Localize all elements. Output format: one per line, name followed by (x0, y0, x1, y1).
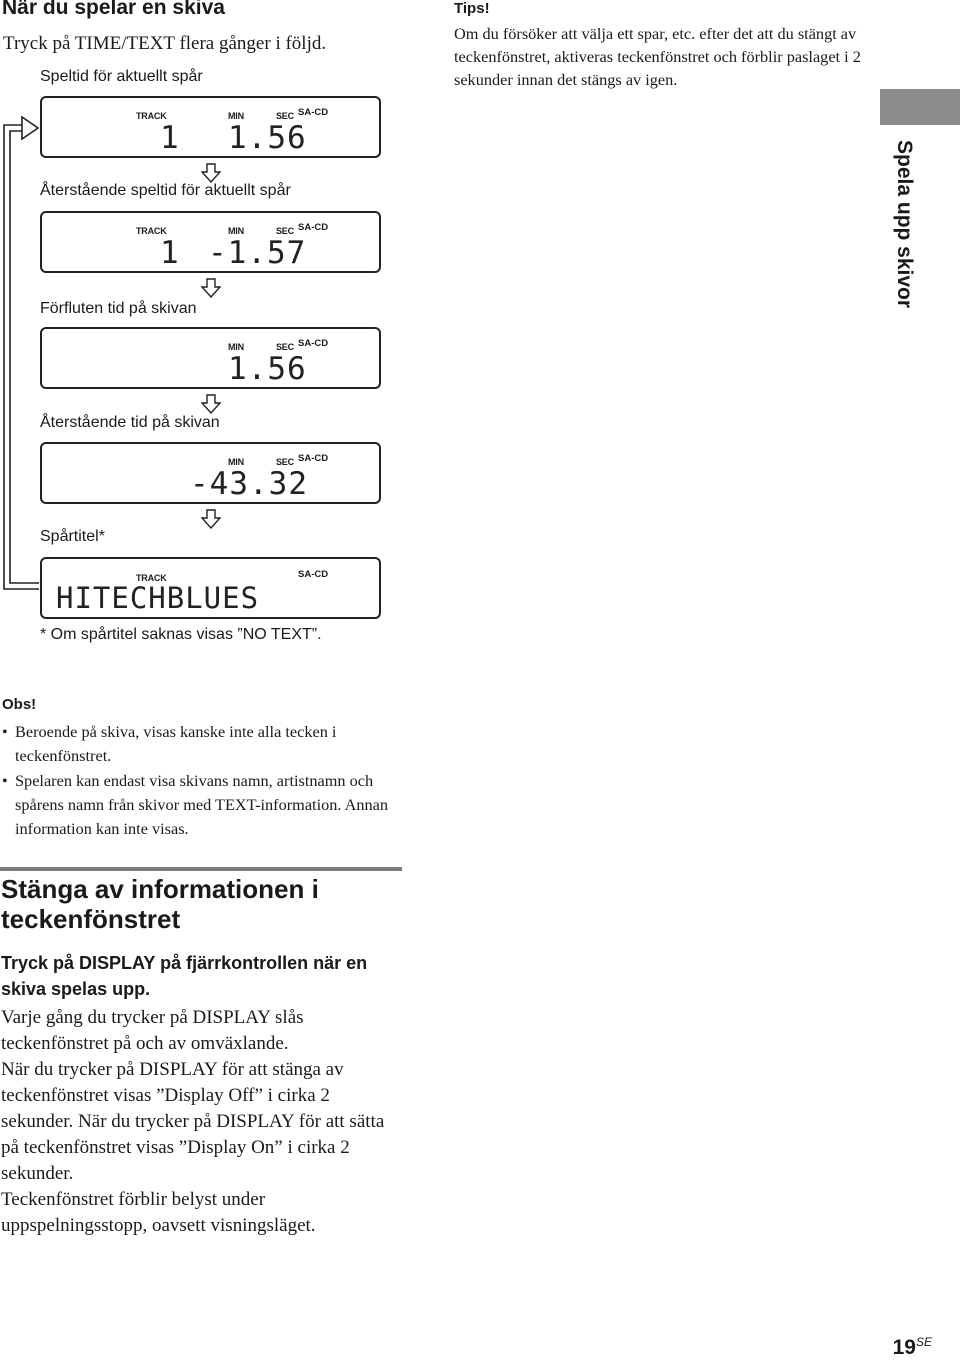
min-indicator: MIN (228, 226, 244, 236)
body-paragraph: Varje gång du trycker på DISPLAY slås teckenfönstret på och av omväxlande. (1, 1007, 304, 1054)
note-text: Spelaren kan endast visa skivans namn, artistnamn och spårens namn från skivor med TEXT-information. Annan information kan inte visas. (15, 771, 389, 838)
display-track-remaining (40, 211, 381, 273)
sec-indicator: SEC (276, 342, 294, 352)
display-track-title (40, 557, 381, 619)
down-arrow-icon (201, 163, 221, 183)
down-arrow-icon (201, 278, 221, 298)
track-indicator: TRACK (136, 226, 167, 236)
time-readout: -43.32 (190, 466, 308, 502)
body-paragraph: När du trycker på DISPLAY för att stänga av teckenfönstret visas ”Display Off” i cirka 2 sekunder. När du trycker på DISPLAY för att sätta på teckenfönstret visas ”Display On” i cirka 2 sekunder. (1, 1059, 385, 1184)
display-track-time (40, 96, 381, 158)
sec-indicator: SEC (276, 457, 294, 467)
sec-indicator: SEC (276, 226, 294, 236)
side-tab-label: Spela upp skivor (893, 140, 916, 309)
min-indicator: MIN (228, 342, 244, 352)
section-heading: När du spelar en skiva (2, 0, 225, 19)
track-number: 1 (160, 235, 180, 271)
mode-label-track-remaining: Återstående speltid för aktuellt spår (40, 182, 291, 199)
tips-text: Om du försöker att välja ett spar, etc. efter det att du stängt av teckenfönstret, aktiveras teckenfönstret och förblir paslaget i 2 sekunder innan det stängs av igen. (454, 24, 861, 89)
tips-heading: Tips! (454, 0, 490, 17)
mode-label-track-title: Spårtitel* (40, 528, 105, 545)
display-disc-remaining (40, 442, 381, 504)
sacd-indicator: SA-CD (298, 222, 329, 233)
sacd-indicator: SA-CD (298, 107, 329, 118)
cycle-loop-arrow (0, 105, 42, 595)
sec-indicator: SEC (276, 111, 294, 121)
notes-list (2, 720, 402, 842)
note-text: Beroende på skiva, visas kanske inte alla tecken i teckenfönstret. (15, 722, 337, 765)
mode-label-track-time: Speltid för aktuellt spår (40, 68, 203, 85)
bullet-icon: • (2, 771, 8, 790)
min-indicator: MIN (228, 111, 244, 121)
time-readout: -1.57 (208, 235, 307, 271)
time-readout: 1.56 (228, 120, 307, 156)
track-indicator: TRACK (136, 573, 167, 583)
page-number (893, 1335, 932, 1360)
section-divider (0, 867, 402, 871)
sacd-indicator: SA-CD (298, 338, 329, 349)
track-title-text: HITECHBLUES (56, 581, 260, 615)
down-arrow-icon (201, 394, 221, 414)
mode-label-disc-remaining: Återstående tid på skivan (40, 414, 220, 431)
sacd-indicator: SA-CD (298, 453, 329, 464)
display-disc-elapsed (40, 327, 381, 389)
mode-label-disc-elapsed: Förfluten tid på skivan (40, 300, 197, 317)
step-instruction: Tryck på DISPLAY på fjärrkontrollen när en skiva spelas upp. (1, 953, 368, 999)
min-indicator: MIN (228, 457, 244, 467)
time-readout: 1.56 (228, 351, 307, 387)
list-item (2, 769, 402, 841)
section-body (1, 1005, 406, 1239)
track-indicator: TRACK (136, 111, 167, 121)
side-tab-marker (880, 89, 960, 125)
notes-heading: Obs! (2, 696, 37, 713)
bullet-icon: • (2, 722, 8, 741)
list-item (2, 720, 402, 768)
down-arrow-icon (201, 509, 221, 529)
sacd-indicator: SA-CD (298, 569, 329, 580)
page-number-suffix: SE (915, 1335, 932, 1349)
page-number-value: 19 (892, 1336, 916, 1359)
section-title: Stänga av informationen i teckenfönstret (1, 874, 319, 934)
body-paragraph: Teckenfönstret förblir belyst under uppspelningsstopp, oavsett visningsläget. (1, 1189, 316, 1236)
instruction-text: Tryck på TIME/TEXT flera gånger i följd. (3, 33, 327, 54)
footnote: * Om spårtitel saknas visas ”NO TEXT”. (40, 626, 322, 643)
track-number: 1 (160, 120, 180, 156)
